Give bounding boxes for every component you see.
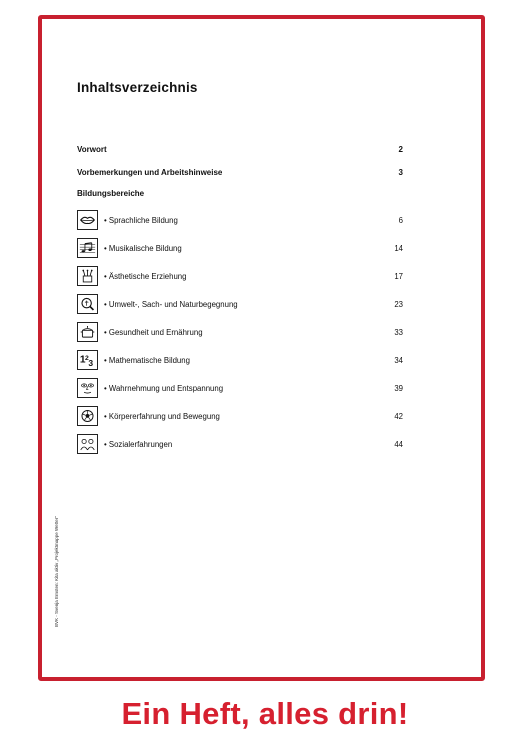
toc-entry-umwelt-sach-naturbegegnung[interactable] — [77, 293, 403, 315]
entry-page: 23 — [394, 299, 403, 309]
toc-row-label: Vorwort — [77, 145, 107, 154]
entry-label: • Ästhetische Erziehung — [104, 271, 187, 281]
page-frame — [38, 15, 485, 681]
toc-entry-wahrnehmung-entspannung[interactable] — [77, 377, 403, 399]
entry-label: • Körpererfahrung und Bewegung — [104, 411, 220, 421]
children-group-icon — [77, 434, 98, 454]
magnifier-icon — [77, 294, 98, 314]
toc-entry-sozialerfahrungen[interactable] — [77, 433, 403, 455]
entry-label: • Sozialerfahrungen — [104, 439, 173, 449]
brushes-jar-icon — [77, 266, 98, 286]
cooking-pot-icon — [77, 322, 98, 342]
toc-entry-aesthetische-erziehung[interactable] — [77, 265, 403, 287]
toc-entry-gesundheit-ernaehrung[interactable] — [77, 321, 403, 343]
entry-label: • Sprachliche Bildung — [104, 215, 178, 225]
entry-label: • Mathematische Bildung — [104, 355, 190, 365]
entry-label: • Musikalische Bildung — [104, 243, 182, 253]
lips-icon — [77, 210, 98, 230]
toc-row-vorwort[interactable] — [77, 145, 403, 154]
football-icon — [77, 406, 98, 426]
entry-label: • Umwelt-, Sach- und Naturbegegnung — [104, 299, 238, 309]
music-notes-icon — [77, 238, 98, 258]
entry-label: • Wahrnehmung und Entspannung — [104, 383, 224, 393]
toc-row-vorbemerkungen[interactable] — [77, 168, 403, 177]
toc-row-label: Vorbemerkungen und Arbeitshinweise — [77, 168, 223, 177]
toc-entry-sprachliche-bildung[interactable] — [77, 209, 403, 231]
toc-row-page: 3 — [398, 168, 403, 177]
toc-entry-musikalische-bildung[interactable] — [77, 237, 403, 259]
senses-face-icon — [77, 378, 98, 398]
section-heading: Bildungsbereiche — [77, 189, 145, 198]
numbers-icon — [77, 350, 98, 370]
copyright-note: BVK - Svenja Ernsten: Kita aktiv „Projektmappe Wetter“ — [54, 516, 59, 627]
svg-text:1: 1 — [79, 354, 86, 366]
entry-page: 34 — [394, 355, 403, 365]
entry-label: • Gesundheit und Ernährung — [104, 327, 203, 337]
toc-entry-mathematische-bildung[interactable] — [77, 349, 403, 371]
slogan: Ein Heft, alles drin! — [121, 696, 409, 731]
toc-entry-koerpererfahrung-bewegung[interactable] — [77, 405, 403, 427]
svg-text:2: 2 — [84, 355, 89, 362]
toc-title: Inhaltsverzeichnis — [77, 80, 198, 95]
entry-page: 42 — [394, 411, 403, 421]
entry-page: 39 — [394, 383, 403, 393]
svg-text:3: 3 — [88, 357, 94, 368]
entry-page: 6 — [398, 215, 403, 225]
entry-page: 14 — [394, 243, 403, 253]
entry-page: 17 — [394, 271, 403, 281]
entry-page: 44 — [394, 439, 403, 449]
entry-page: 33 — [394, 327, 403, 337]
toc-row-page: 2 — [398, 145, 403, 154]
